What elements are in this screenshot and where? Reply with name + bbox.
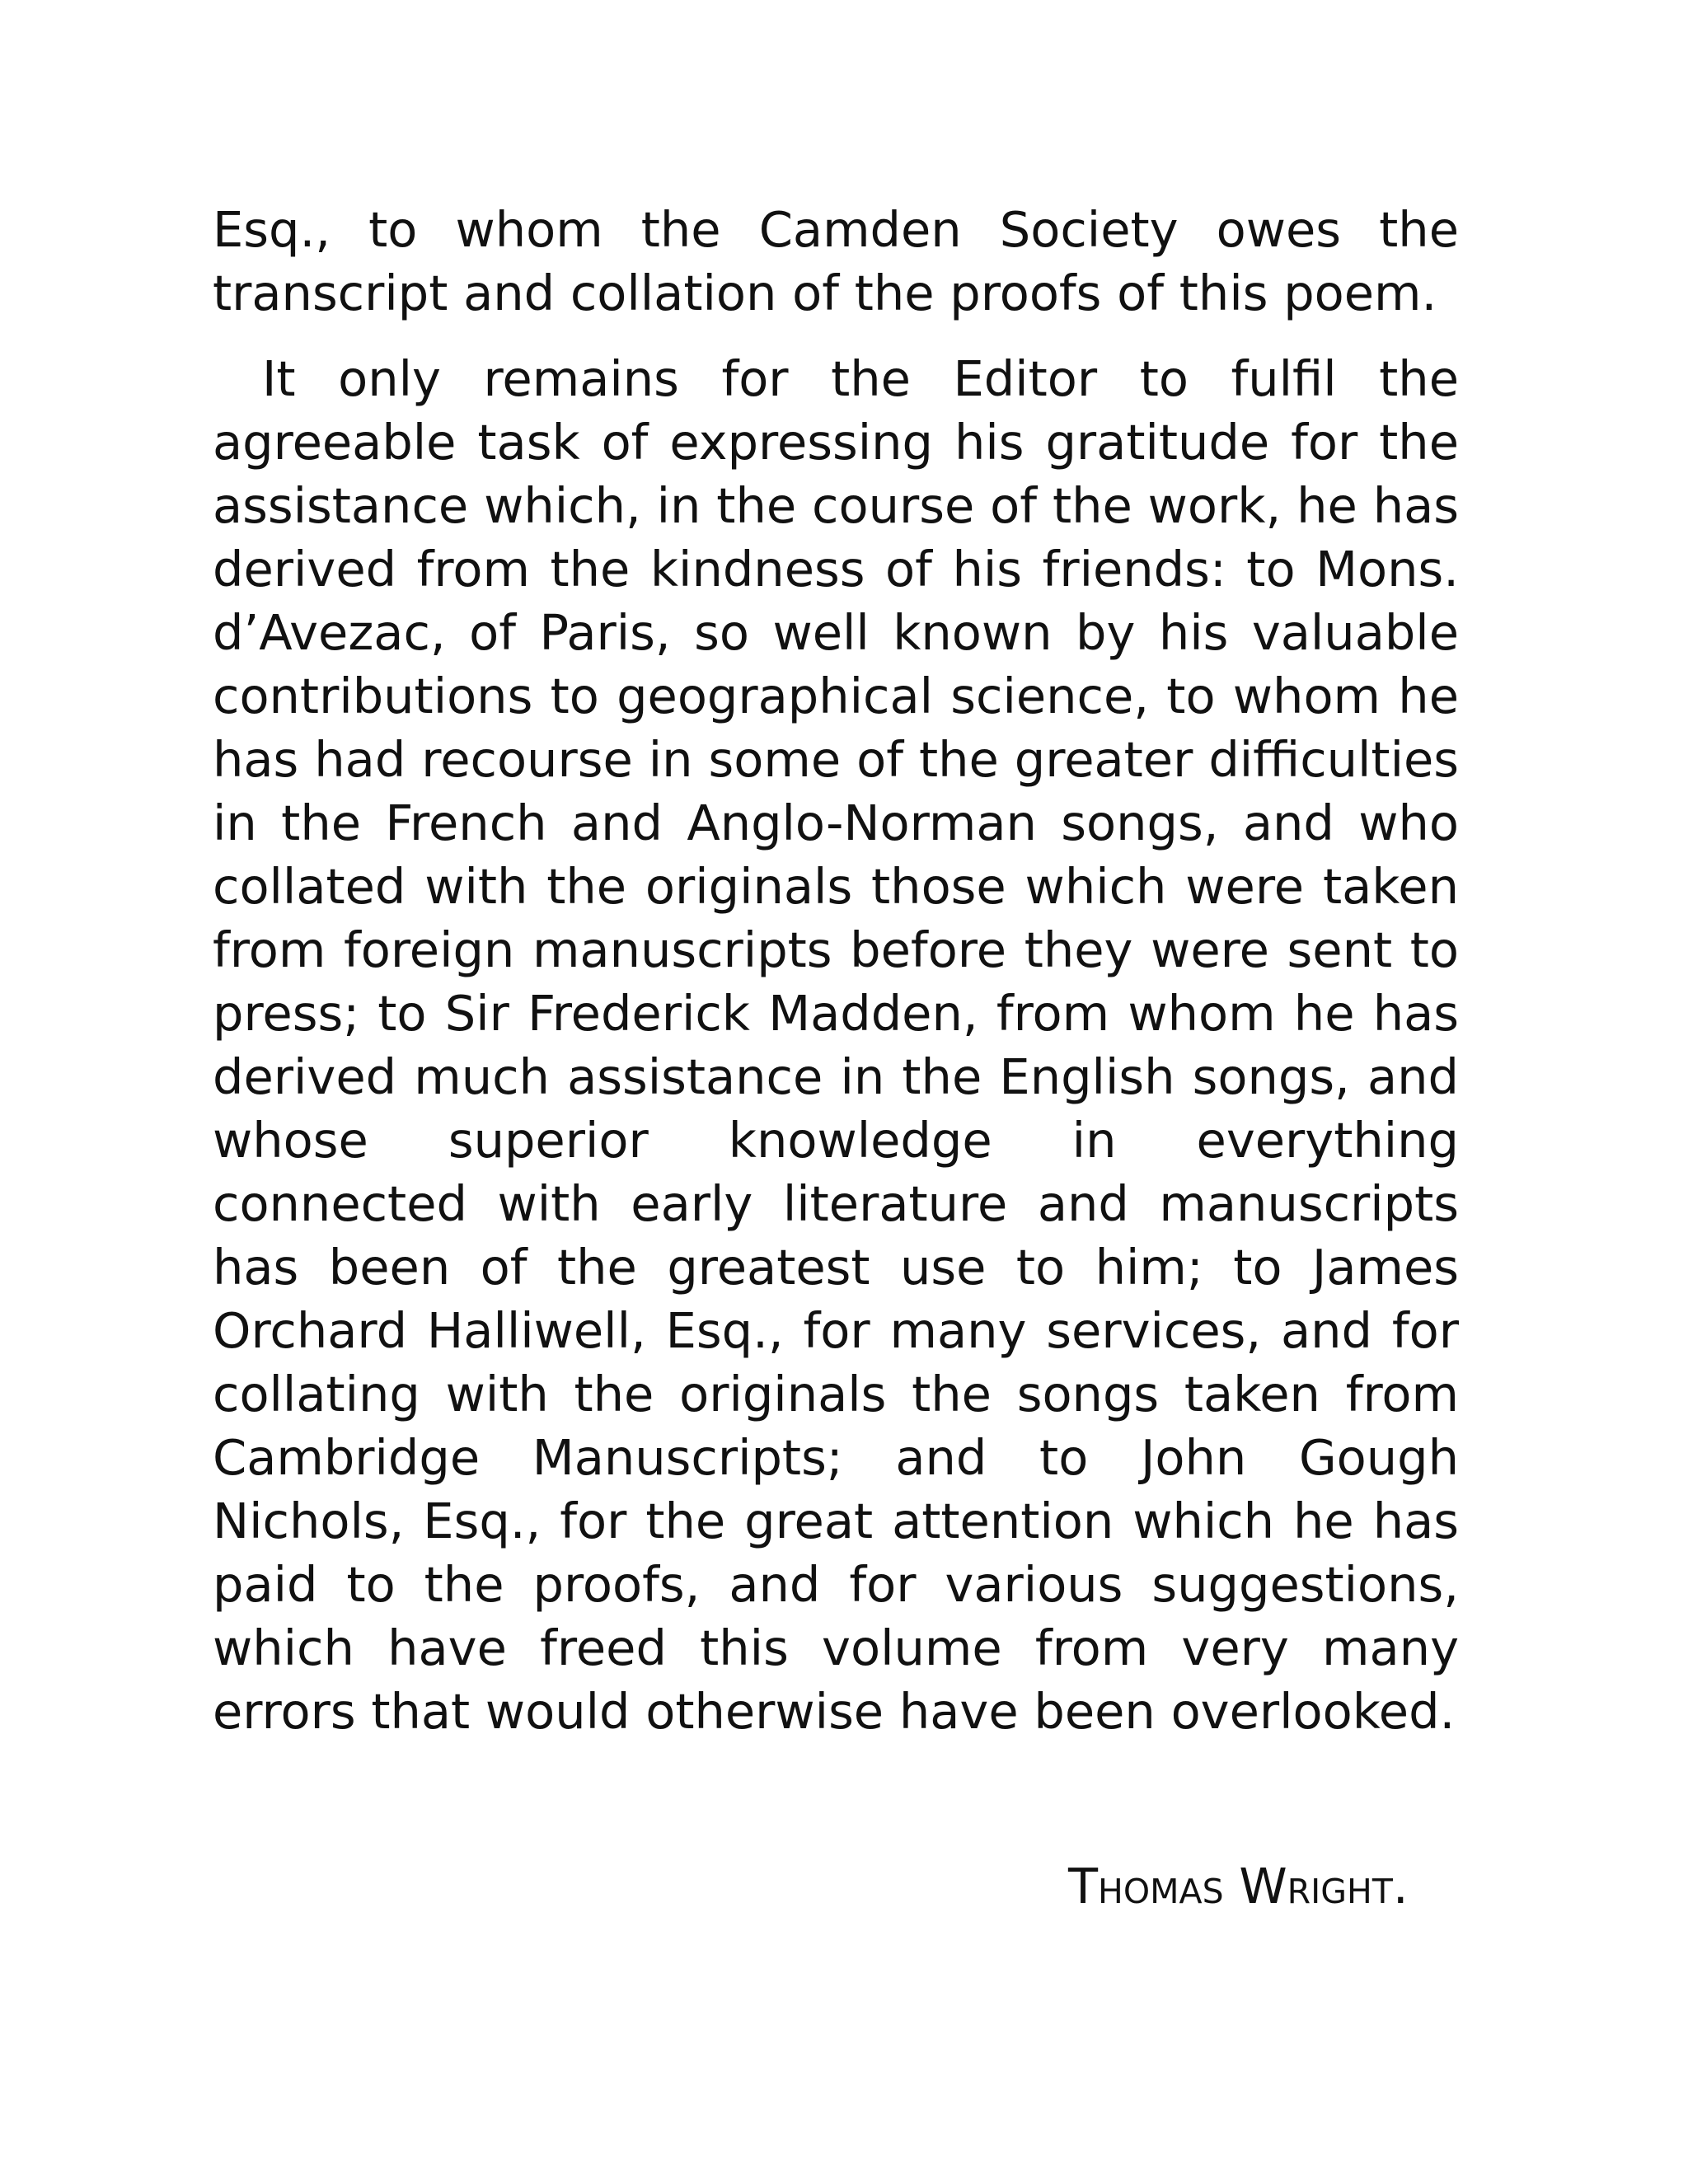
body-text [213, 198, 1459, 1743]
paragraph-continuation: Esq., to whom the Camden Society owes the transcript and collation of the proofs of this poem. [213, 201, 1459, 321]
author-signature: Thomas Wright. [1068, 1858, 1409, 1915]
paragraph-acknowledgements: It only remains for the Editor to fulfil the agreeable task of expressing his gratitude for the assistance which, in the course of the work, he has derived from the kindness of his friends: to Mons. d’Avezac, of Paris, so well known by his valuable contributions to geographical science, to whom he has had recourse in some of the greater difficulties in the French and Anglo-Norman songs, and who collated with the originals those which were taken from foreign manuscripts before they were sent to press; to Sir Frederick Madden, from whom he has derived much assistance in the English songs, and whose superior knowledge in everything connected with early literature and manuscripts has been of the greatest use to him; to James Orchard Halliwell, Esq., for many services, and for collating with the originals the songs taken from Cambridge Manuscripts; and to John Gough Nichols, Esq., for the great attention which he has paid to the proofs, and for various suggestions, which have freed this volume from very many errors that would otherwise have been overlooked. [213, 350, 1459, 1740]
